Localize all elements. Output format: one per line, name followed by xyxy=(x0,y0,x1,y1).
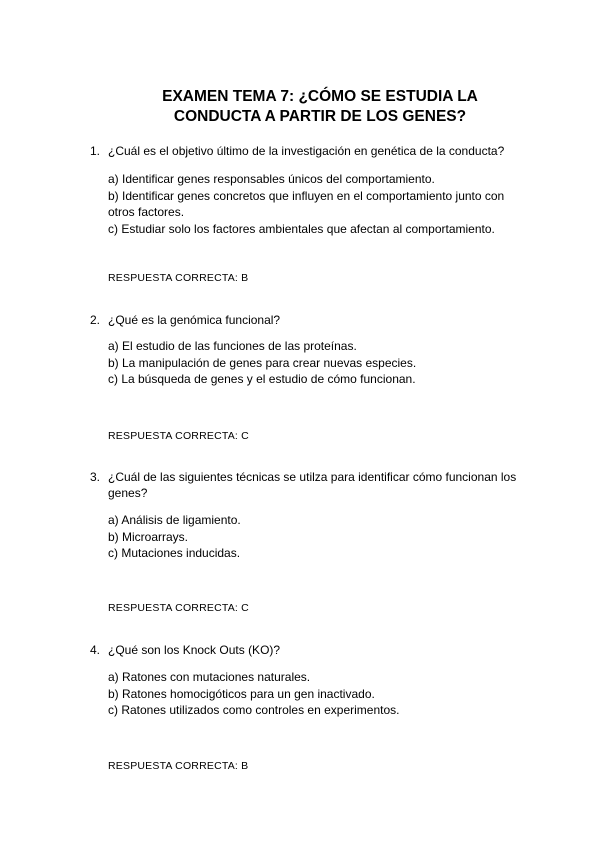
exam-title-line-1: EXAMEN TEMA 7: ¿CÓMO SE ESTUDIA LA xyxy=(162,88,478,105)
option-a: a) El estudio de las funciones de las proteínas. xyxy=(108,339,357,353)
question-number: 4. xyxy=(90,643,101,657)
option-c: c) Ratones utilizados como controles en experimentos. xyxy=(108,703,400,717)
options-list xyxy=(108,512,528,562)
option-a: a) Ratones con mutaciones naturales. xyxy=(108,670,311,684)
option-c: c) Estudiar solo los factores ambientales que afectan al comportamiento. xyxy=(108,221,495,236)
question-text: ¿Cuál es el objetivo último de la investigación en genética de la conducta? xyxy=(108,144,505,158)
question-text: ¿Qué es la genómica funcional? xyxy=(108,313,281,327)
options-list xyxy=(108,338,528,388)
correct-answer: RESPUESTA CORRECTA: B xyxy=(108,272,249,284)
exam-title xyxy=(0,87,600,126)
options-list xyxy=(108,171,528,237)
option-b: b) Ratones homocigóticos para un gen inactivado. xyxy=(108,686,375,701)
question-number: 2. xyxy=(90,313,101,327)
correct-answer: RESPUESTA CORRECTA: C xyxy=(108,430,249,442)
option-c: c) Mutaciones inducidas. xyxy=(108,546,241,560)
option-b: b) Identificar genes concretos que influyen en el comportamiento junto con otros factores. xyxy=(108,188,505,219)
question-number: 3. xyxy=(90,470,101,484)
correct-answer: RESPUESTA CORRECTA: C xyxy=(108,602,249,614)
option-a: a) Análisis de ligamiento. xyxy=(108,513,241,527)
options-list xyxy=(108,669,528,719)
question-text: ¿Qué son los Knock Outs (KO)? xyxy=(108,643,281,657)
option-b: b) Microarrays. xyxy=(108,529,189,544)
exam-title-line-2: CONDUCTA A PARTIR DE LOS GENES? xyxy=(173,107,467,125)
option-b: b) La manipulación de genes para crear nuevas especies. xyxy=(108,355,417,370)
option-c: c) La búsqueda de genes y el estudio de cómo funcionan. xyxy=(108,372,416,386)
question-number: 1. xyxy=(90,144,101,158)
option-a: a) Identificar genes responsables únicos del comportamiento. xyxy=(108,172,435,186)
correct-answer: RESPUESTA CORRECTA: B xyxy=(108,760,249,772)
question-text: ¿Cuál de las siguientes técnicas se utilza para identificar cómo funcionan los genes? xyxy=(108,470,517,500)
